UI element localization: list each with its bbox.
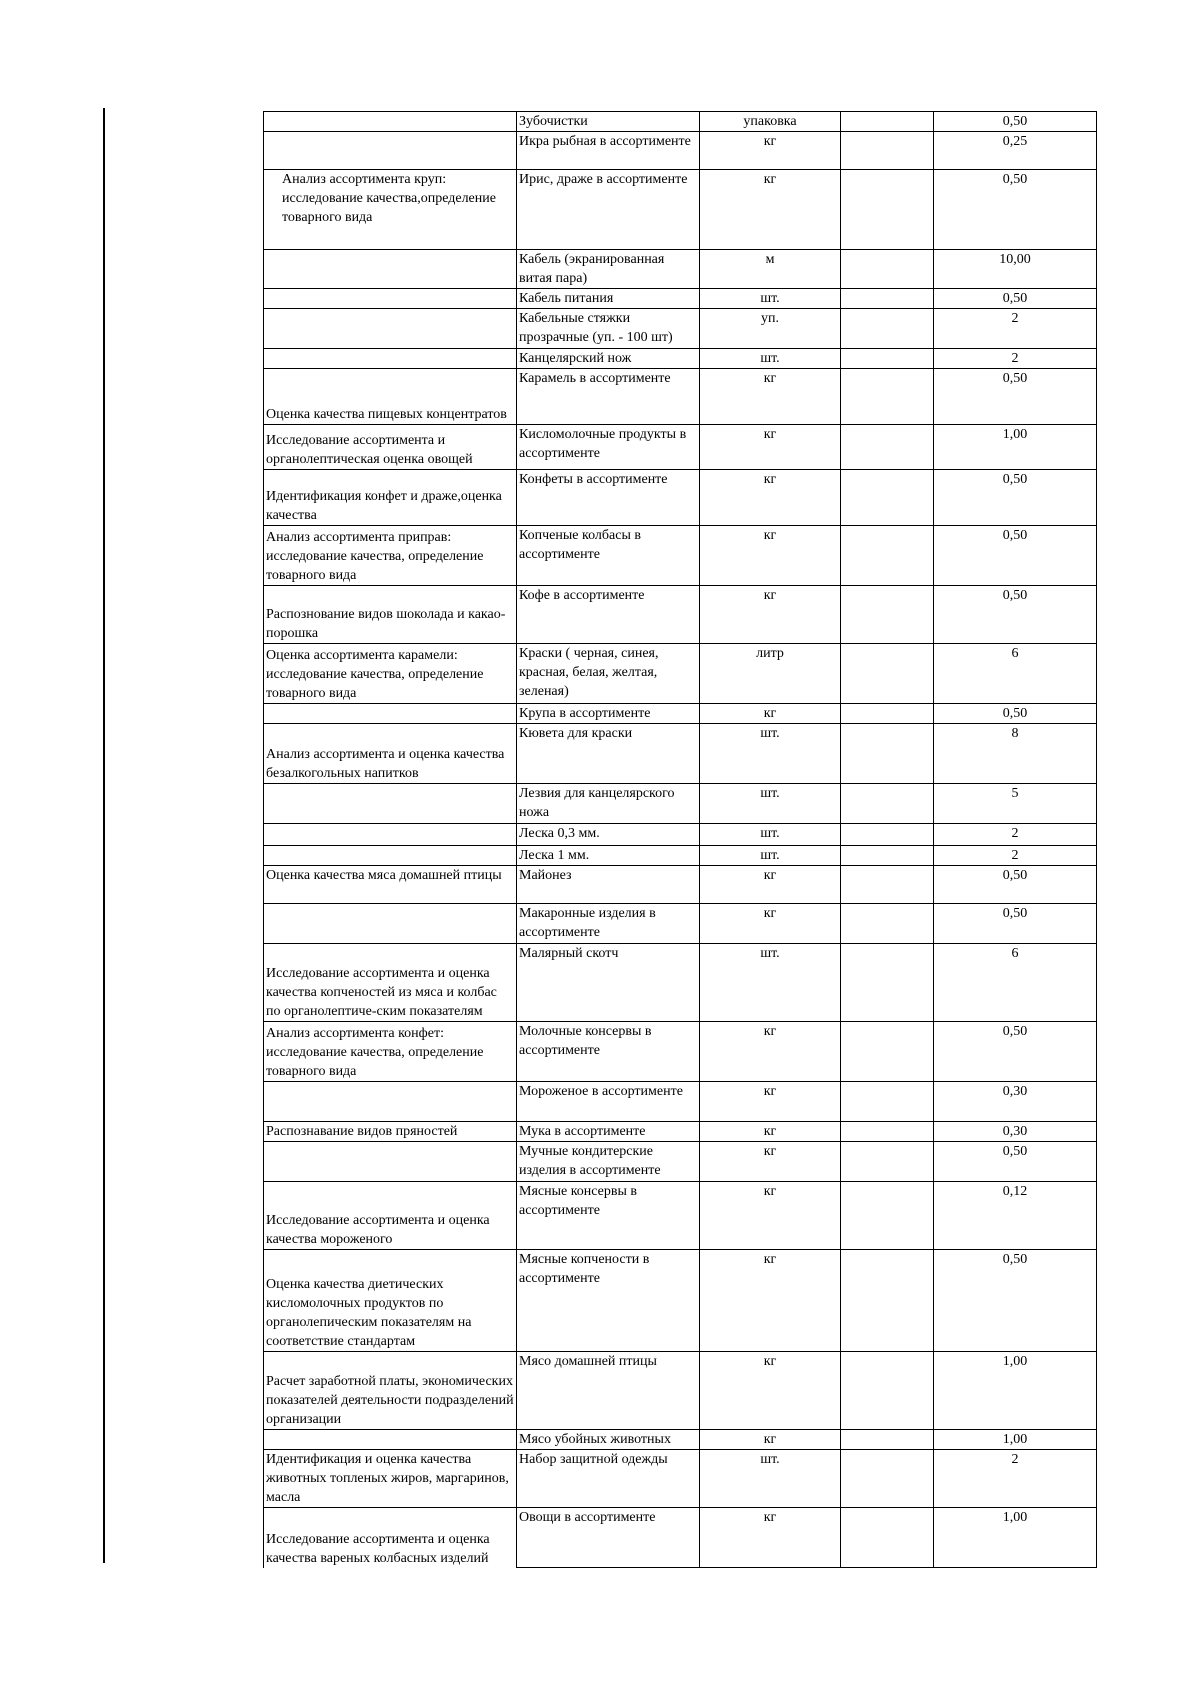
quantity-cell: 0,50: [934, 170, 1097, 250]
quantity-cell: 0,50: [934, 586, 1097, 644]
material-name-cell: Макаронные изделия в ассортименте: [517, 904, 700, 944]
material-name-cell: Канцелярский нож: [517, 349, 700, 369]
material-name-cell: Мясные консервы в ассортименте: [517, 1182, 700, 1250]
practical-work-cell: [264, 824, 517, 846]
quantity-cell: 2: [934, 1450, 1097, 1508]
empty-cell: [841, 1430, 934, 1450]
unit-cell: кг: [700, 1142, 841, 1182]
quantity-cell: 0,50: [934, 1022, 1097, 1082]
quantity-cell: 0,50: [934, 1250, 1097, 1352]
practical-work-cell: Идентификация конфет и драже,оценка качества: [264, 470, 517, 526]
quantity-cell: 0,50: [934, 470, 1097, 526]
practical-work-cell: Распознавание видов пряностей: [264, 1122, 517, 1142]
unit-cell: кг: [700, 704, 841, 724]
material-name-cell: Мясо домашней птицы: [517, 1352, 700, 1430]
quantity-cell: 0,50: [934, 289, 1097, 309]
table-row: [264, 1430, 1097, 1450]
unit-cell: кг: [700, 132, 841, 170]
empty-cell: [841, 1352, 934, 1430]
empty-cell: [841, 644, 934, 704]
unit-cell: м: [700, 250, 841, 289]
unit-cell: кг: [700, 1430, 841, 1450]
empty-cell: [841, 526, 934, 586]
empty-cell: [841, 1182, 934, 1250]
table-row: [264, 944, 1097, 1022]
unit-cell: кг: [700, 470, 841, 526]
quantity-cell: 0,50: [934, 526, 1097, 586]
table-row: [264, 784, 1097, 824]
practical-work-cell: [264, 1430, 517, 1450]
practical-work-cell: Исследование ассортимента и органолептическая оценка овощей: [264, 425, 517, 470]
quantity-cell: 0,50: [934, 112, 1097, 132]
table-row: [264, 526, 1097, 586]
empty-cell: [841, 724, 934, 784]
material-name-cell: Мясные копчености в ассортименте: [517, 1250, 700, 1352]
quantity-cell: 5: [934, 784, 1097, 824]
practical-work-cell: Анализ ассортимента приправ: исследование качества, определение товарного вида: [264, 526, 517, 586]
material-name-cell: Икра рыбная в ассортименте: [517, 132, 700, 170]
material-name-cell: Карамель в ассортименте: [517, 369, 700, 425]
unit-cell: шт.: [700, 784, 841, 824]
materials-table-container: [263, 111, 1096, 1568]
practical-work-cell: Анализ ассортимента круп: исследование качества,определение товарного вида: [264, 170, 517, 250]
practical-work-cell: Анализ ассортимента конфет: исследование качества, определение товарного вида: [264, 1022, 517, 1082]
unit-cell: кг: [700, 1508, 841, 1568]
practical-work-cell: [264, 1082, 517, 1122]
unit-cell: шт.: [700, 1450, 841, 1508]
practical-work-cell: Оценка качества мяса домашней птицы: [264, 866, 517, 904]
empty-cell: [841, 369, 934, 425]
material-name-cell: Леска 1 мм.: [517, 846, 700, 866]
material-name-cell: Мука в ассортименте: [517, 1122, 700, 1142]
quantity-cell: 8: [934, 724, 1097, 784]
material-name-cell: Малярный скотч: [517, 944, 700, 1022]
table-row: [264, 309, 1097, 349]
table-row: [264, 644, 1097, 704]
empty-cell: [841, 470, 934, 526]
unit-cell: кг: [700, 1082, 841, 1122]
table-row: [264, 470, 1097, 526]
material-name-cell: Мучные кондитерские изделия в ассортименте: [517, 1142, 700, 1182]
unit-cell: кг: [700, 170, 841, 250]
quantity-cell: 1,00: [934, 1508, 1097, 1568]
quantity-cell: 0,50: [934, 704, 1097, 724]
practical-work-cell: [264, 784, 517, 824]
material-name-cell: Леска 0,3 мм.: [517, 824, 700, 846]
practical-work-cell: Оценка качества диетических кисломолочных продуктов по органолепическим показателям на соответствие стандартам: [264, 1250, 517, 1352]
empty-cell: [841, 846, 934, 866]
table-row: [264, 112, 1097, 132]
table-row: [264, 349, 1097, 369]
table-row: [264, 1250, 1097, 1352]
table-row: [264, 1508, 1097, 1568]
table-row: [264, 704, 1097, 724]
quantity-cell: 1,00: [934, 1352, 1097, 1430]
quantity-cell: 2: [934, 309, 1097, 349]
unit-cell: упаковка: [700, 112, 841, 132]
unit-cell: шт.: [700, 724, 841, 784]
empty-cell: [841, 824, 934, 846]
unit-cell: кг: [700, 1250, 841, 1352]
material-name-cell: Кювета для краски: [517, 724, 700, 784]
material-name-cell: Кисломолочные продукты в ассортименте: [517, 425, 700, 470]
quantity-cell: 0,25: [934, 132, 1097, 170]
quantity-cell: 2: [934, 824, 1097, 846]
practical-work-cell: Расчет заработной платы, экономических показателей деятельности подразделений организации: [264, 1352, 517, 1430]
unit-cell: кг: [700, 866, 841, 904]
materials-table: [263, 111, 1097, 1568]
table-row: [264, 250, 1097, 289]
practical-work-cell: [264, 904, 517, 944]
table-row: [264, 1022, 1097, 1082]
practical-work-cell: [264, 289, 517, 309]
quantity-cell: 0,30: [934, 1082, 1097, 1122]
table-row: [264, 289, 1097, 309]
practical-work-cell: Распознование видов шоколада и какао-порошка: [264, 586, 517, 644]
quantity-cell: 1,00: [934, 1430, 1097, 1450]
practical-work-cell: [264, 1142, 517, 1182]
material-name-cell: Ирис, драже в ассортименте: [517, 170, 700, 250]
unit-cell: кг: [700, 526, 841, 586]
material-name-cell: Мясо убойных животных: [517, 1430, 700, 1450]
table-row: [264, 132, 1097, 170]
empty-cell: [841, 1450, 934, 1508]
empty-cell: [841, 784, 934, 824]
material-name-cell: Зубочистки: [517, 112, 700, 132]
quantity-cell: 0,50: [934, 369, 1097, 425]
table-row: [264, 170, 1097, 250]
unit-cell: кг: [700, 586, 841, 644]
practical-work-cell: [264, 250, 517, 289]
table-row: [264, 1352, 1097, 1430]
empty-cell: [841, 112, 934, 132]
unit-cell: шт.: [700, 944, 841, 1022]
practical-work-cell: Идентификация и оценка качества животных топленых жиров, маргаринов, масла: [264, 1450, 517, 1508]
quantity-cell: 0,30: [934, 1122, 1097, 1142]
empty-cell: [841, 250, 934, 289]
practical-work-cell: Оценка качества пищевых концентратов: [264, 369, 517, 425]
practical-work-cell: [264, 704, 517, 724]
material-name-cell: Кабель питания: [517, 289, 700, 309]
material-name-cell: Молочные консервы в ассортименте: [517, 1022, 700, 1082]
table-row: [264, 425, 1097, 470]
material-name-cell: Набор защитной одежды: [517, 1450, 700, 1508]
table-row: [264, 904, 1097, 944]
table-row: [264, 846, 1097, 866]
material-name-cell: Мороженое в ассортименте: [517, 1082, 700, 1122]
empty-cell: [841, 1142, 934, 1182]
table-row: [264, 1182, 1097, 1250]
practical-work-cell: [264, 349, 517, 369]
quantity-cell: 6: [934, 644, 1097, 704]
left-margin-line: [103, 108, 105, 1563]
empty-cell: [841, 425, 934, 470]
empty-cell: [841, 704, 934, 724]
quantity-cell: 1,00: [934, 425, 1097, 470]
unit-cell: шт.: [700, 846, 841, 866]
table-row: [264, 1450, 1097, 1508]
quantity-cell: 6: [934, 944, 1097, 1022]
table-row: [264, 724, 1097, 784]
unit-cell: кг: [700, 904, 841, 944]
quantity-cell: 2: [934, 846, 1097, 866]
quantity-cell: 0,12: [934, 1182, 1097, 1250]
table-row: [264, 866, 1097, 904]
empty-cell: [841, 1122, 934, 1142]
practical-work-cell: Исследование ассортимента и оценка качества копченостей из мяса и колбас по органолептиче-ским показателям: [264, 944, 517, 1022]
empty-cell: [841, 904, 934, 944]
material-name-cell: Кофе в ассортименте: [517, 586, 700, 644]
materials-table-body: [264, 112, 1097, 1568]
table-row: [264, 369, 1097, 425]
unit-cell: уп.: [700, 309, 841, 349]
table-row: [264, 1142, 1097, 1182]
unit-cell: шт.: [700, 349, 841, 369]
practical-work-cell: Оценка ассортимента карамели: исследование качества, определение товарного вида: [264, 644, 517, 704]
practical-work-cell: [264, 132, 517, 170]
practical-work-cell: Анализ ассортимента и оценка качества безалкогольных напитков: [264, 724, 517, 784]
material-name-cell: Копченые колбасы в ассортименте: [517, 526, 700, 586]
quantity-cell: 2: [934, 349, 1097, 369]
material-name-cell: Конфеты в ассортименте: [517, 470, 700, 526]
table-row: [264, 1122, 1097, 1142]
quantity-cell: 10,00: [934, 250, 1097, 289]
practical-work-cell: [264, 846, 517, 866]
empty-cell: [841, 944, 934, 1022]
empty-cell: [841, 1508, 934, 1568]
unit-cell: шт.: [700, 289, 841, 309]
unit-cell: кг: [700, 1352, 841, 1430]
practical-work-cell: [264, 309, 517, 349]
quantity-cell: 0,50: [934, 866, 1097, 904]
practical-work-cell: Исследование ассортимента и оценка качества вареных колбасных изделий: [264, 1508, 517, 1568]
unit-cell: кг: [700, 369, 841, 425]
material-name-cell: Краски ( черная, синея, красная, белая, желтая, зеленая): [517, 644, 700, 704]
material-name-cell: Крупа в ассортименте: [517, 704, 700, 724]
table-row: [264, 1082, 1097, 1122]
table-row: [264, 586, 1097, 644]
empty-cell: [841, 349, 934, 369]
unit-cell: кг: [700, 1182, 841, 1250]
quantity-cell: 0,50: [934, 904, 1097, 944]
quantity-cell: 0,50: [934, 1142, 1097, 1182]
unit-cell: шт.: [700, 824, 841, 846]
material-name-cell: Майонез: [517, 866, 700, 904]
material-name-cell: Кабель (экранированная витая пара): [517, 250, 700, 289]
empty-cell: [841, 1022, 934, 1082]
material-name-cell: Лезвия для канцелярского ножа: [517, 784, 700, 824]
empty-cell: [841, 586, 934, 644]
empty-cell: [841, 132, 934, 170]
material-name-cell: Кабельные стяжки прозрачные (уп. - 100 шт): [517, 309, 700, 349]
empty-cell: [841, 309, 934, 349]
unit-cell: кг: [700, 1122, 841, 1142]
empty-cell: [841, 866, 934, 904]
empty-cell: [841, 170, 934, 250]
unit-cell: литр: [700, 644, 841, 704]
practical-work-cell: Исследование ассортимента и оценка качества мороженого: [264, 1182, 517, 1250]
table-row: [264, 824, 1097, 846]
empty-cell: [841, 289, 934, 309]
unit-cell: кг: [700, 1022, 841, 1082]
empty-cell: [841, 1250, 934, 1352]
empty-cell: [841, 1082, 934, 1122]
unit-cell: кг: [700, 425, 841, 470]
material-name-cell: Овощи в ассортименте: [517, 1508, 700, 1568]
practical-work-cell: [264, 112, 517, 132]
